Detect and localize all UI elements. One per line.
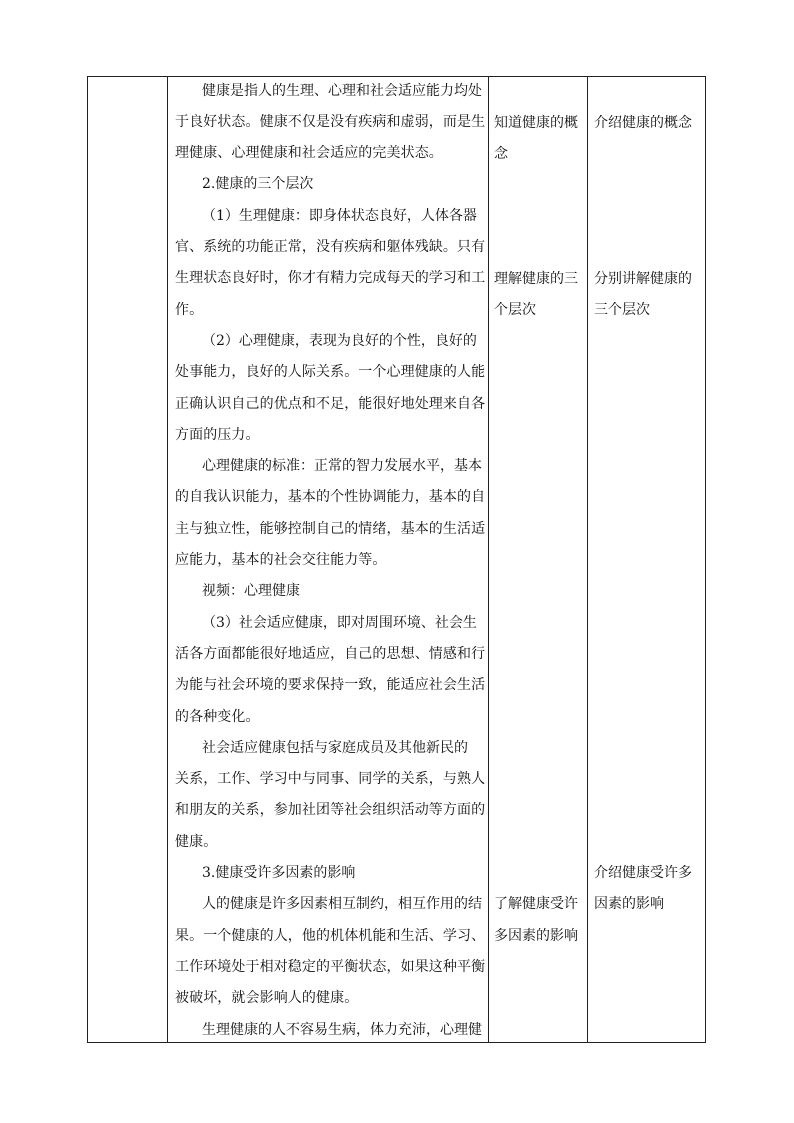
goal-text: 理解健康的三 <box>494 271 578 287</box>
content-line: 于良好状态。健康不仅是没有疾病和虚弱，而是生 <box>175 114 486 130</box>
section-heading: 3.健康受许多因素的影响 <box>202 865 356 881</box>
table-divider-3 <box>587 76 588 1043</box>
content-line: 作。 <box>175 302 204 318</box>
activity-text: 分别讲解健康的 <box>594 271 692 287</box>
section-heading: 2.健康的三个层次 <box>202 176 314 192</box>
content-line: 的各种变化。 <box>175 709 260 725</box>
content-line: 社会适应健康包括与家庭成员及其他新民的 <box>202 740 468 756</box>
goal-text: 念 <box>494 146 508 162</box>
content-line: 的自我认识能力，基本的个性协调能力，基本的自 <box>175 489 486 505</box>
goal-text: 个层次 <box>494 302 536 318</box>
content-line: 活各方面都能很好地适应，自己的思想、情感和行 <box>175 646 486 662</box>
activity-text: 介绍健康的概念 <box>594 115 692 131</box>
content-line: 视频：心理健康 <box>202 583 300 599</box>
content-line: 健康。 <box>175 834 218 850</box>
content-line: 理健康、心理健康和社会适应的完美状态。 <box>175 145 443 161</box>
goal-text: 知道健康的概 <box>494 115 578 131</box>
table-border-left <box>87 76 88 1043</box>
goal-text: 了解健康受许 <box>494 896 578 912</box>
content-line: 方面的压力。 <box>175 427 260 443</box>
activity-text: 三个层次 <box>594 302 650 318</box>
content-line: 主与独立性，能够控制自己的情绪，基本的生活适 <box>175 521 486 537</box>
content-line: （1）生理健康：即身体状态良好，人体各器 <box>202 208 477 224</box>
activity-text: 因素的影响 <box>594 896 664 912</box>
table-border-right <box>705 76 706 1043</box>
content-line: （2）心理健康，表现为良好的个性，良好的 <box>202 333 477 349</box>
content-line: 和朋友的关系，参加社团等社会组织活动等方面的 <box>175 802 486 818</box>
content-line: （3）社会适应健康，即对周围环境、社会生 <box>202 615 477 631</box>
content-column <box>167 76 487 1043</box>
activities-column <box>592 76 702 1043</box>
content-line: 生理健康的人不容易生病，体力充沛，心理健 <box>202 1022 482 1038</box>
content-line: 为能与社会环境的要求保持一致，能适应社会生活 <box>175 677 486 693</box>
activity-text: 介绍健康受许多 <box>594 865 692 881</box>
content-line: 心理健康的标准：正常的智力发展水平，基本 <box>202 458 482 474</box>
content-line: 应能力，基本的社会交往能力等。 <box>175 552 387 568</box>
content-line: 人的健康是许多因素相互制约，相互作用的结 <box>202 896 482 912</box>
content-line: 关系，工作、学习中与同事、同学的关系，与熟人 <box>175 771 486 787</box>
table-divider-2 <box>488 76 489 1043</box>
content-line: 生理状态良好时，你才有精力完成每天的学习和工 <box>175 270 486 286</box>
content-line: 果。一个健康的人，他的机体机能和生活、学习、 <box>175 928 486 944</box>
content-line: 处事能力，良好的人际关系。一个心理健康的人能 <box>175 364 486 380</box>
content-line: 正确认识自己的优点和不足，能很好地处理来自各 <box>175 396 486 412</box>
content-line: 官、系统的功能正常，没有疾病和躯体残缺。只有 <box>175 239 486 255</box>
lesson-table <box>87 76 706 1043</box>
goal-text: 多因素的影响 <box>494 928 578 944</box>
content-line: 工作环境处于相对稳定的平衡状态，如果这种平衡 <box>175 959 486 975</box>
content-line: 被破坏，就会影响人的健康。 <box>175 990 359 1006</box>
content-line: 健康是指人的生理、心理和社会适应能力均处 <box>202 83 482 99</box>
goals-column <box>492 76 587 1043</box>
